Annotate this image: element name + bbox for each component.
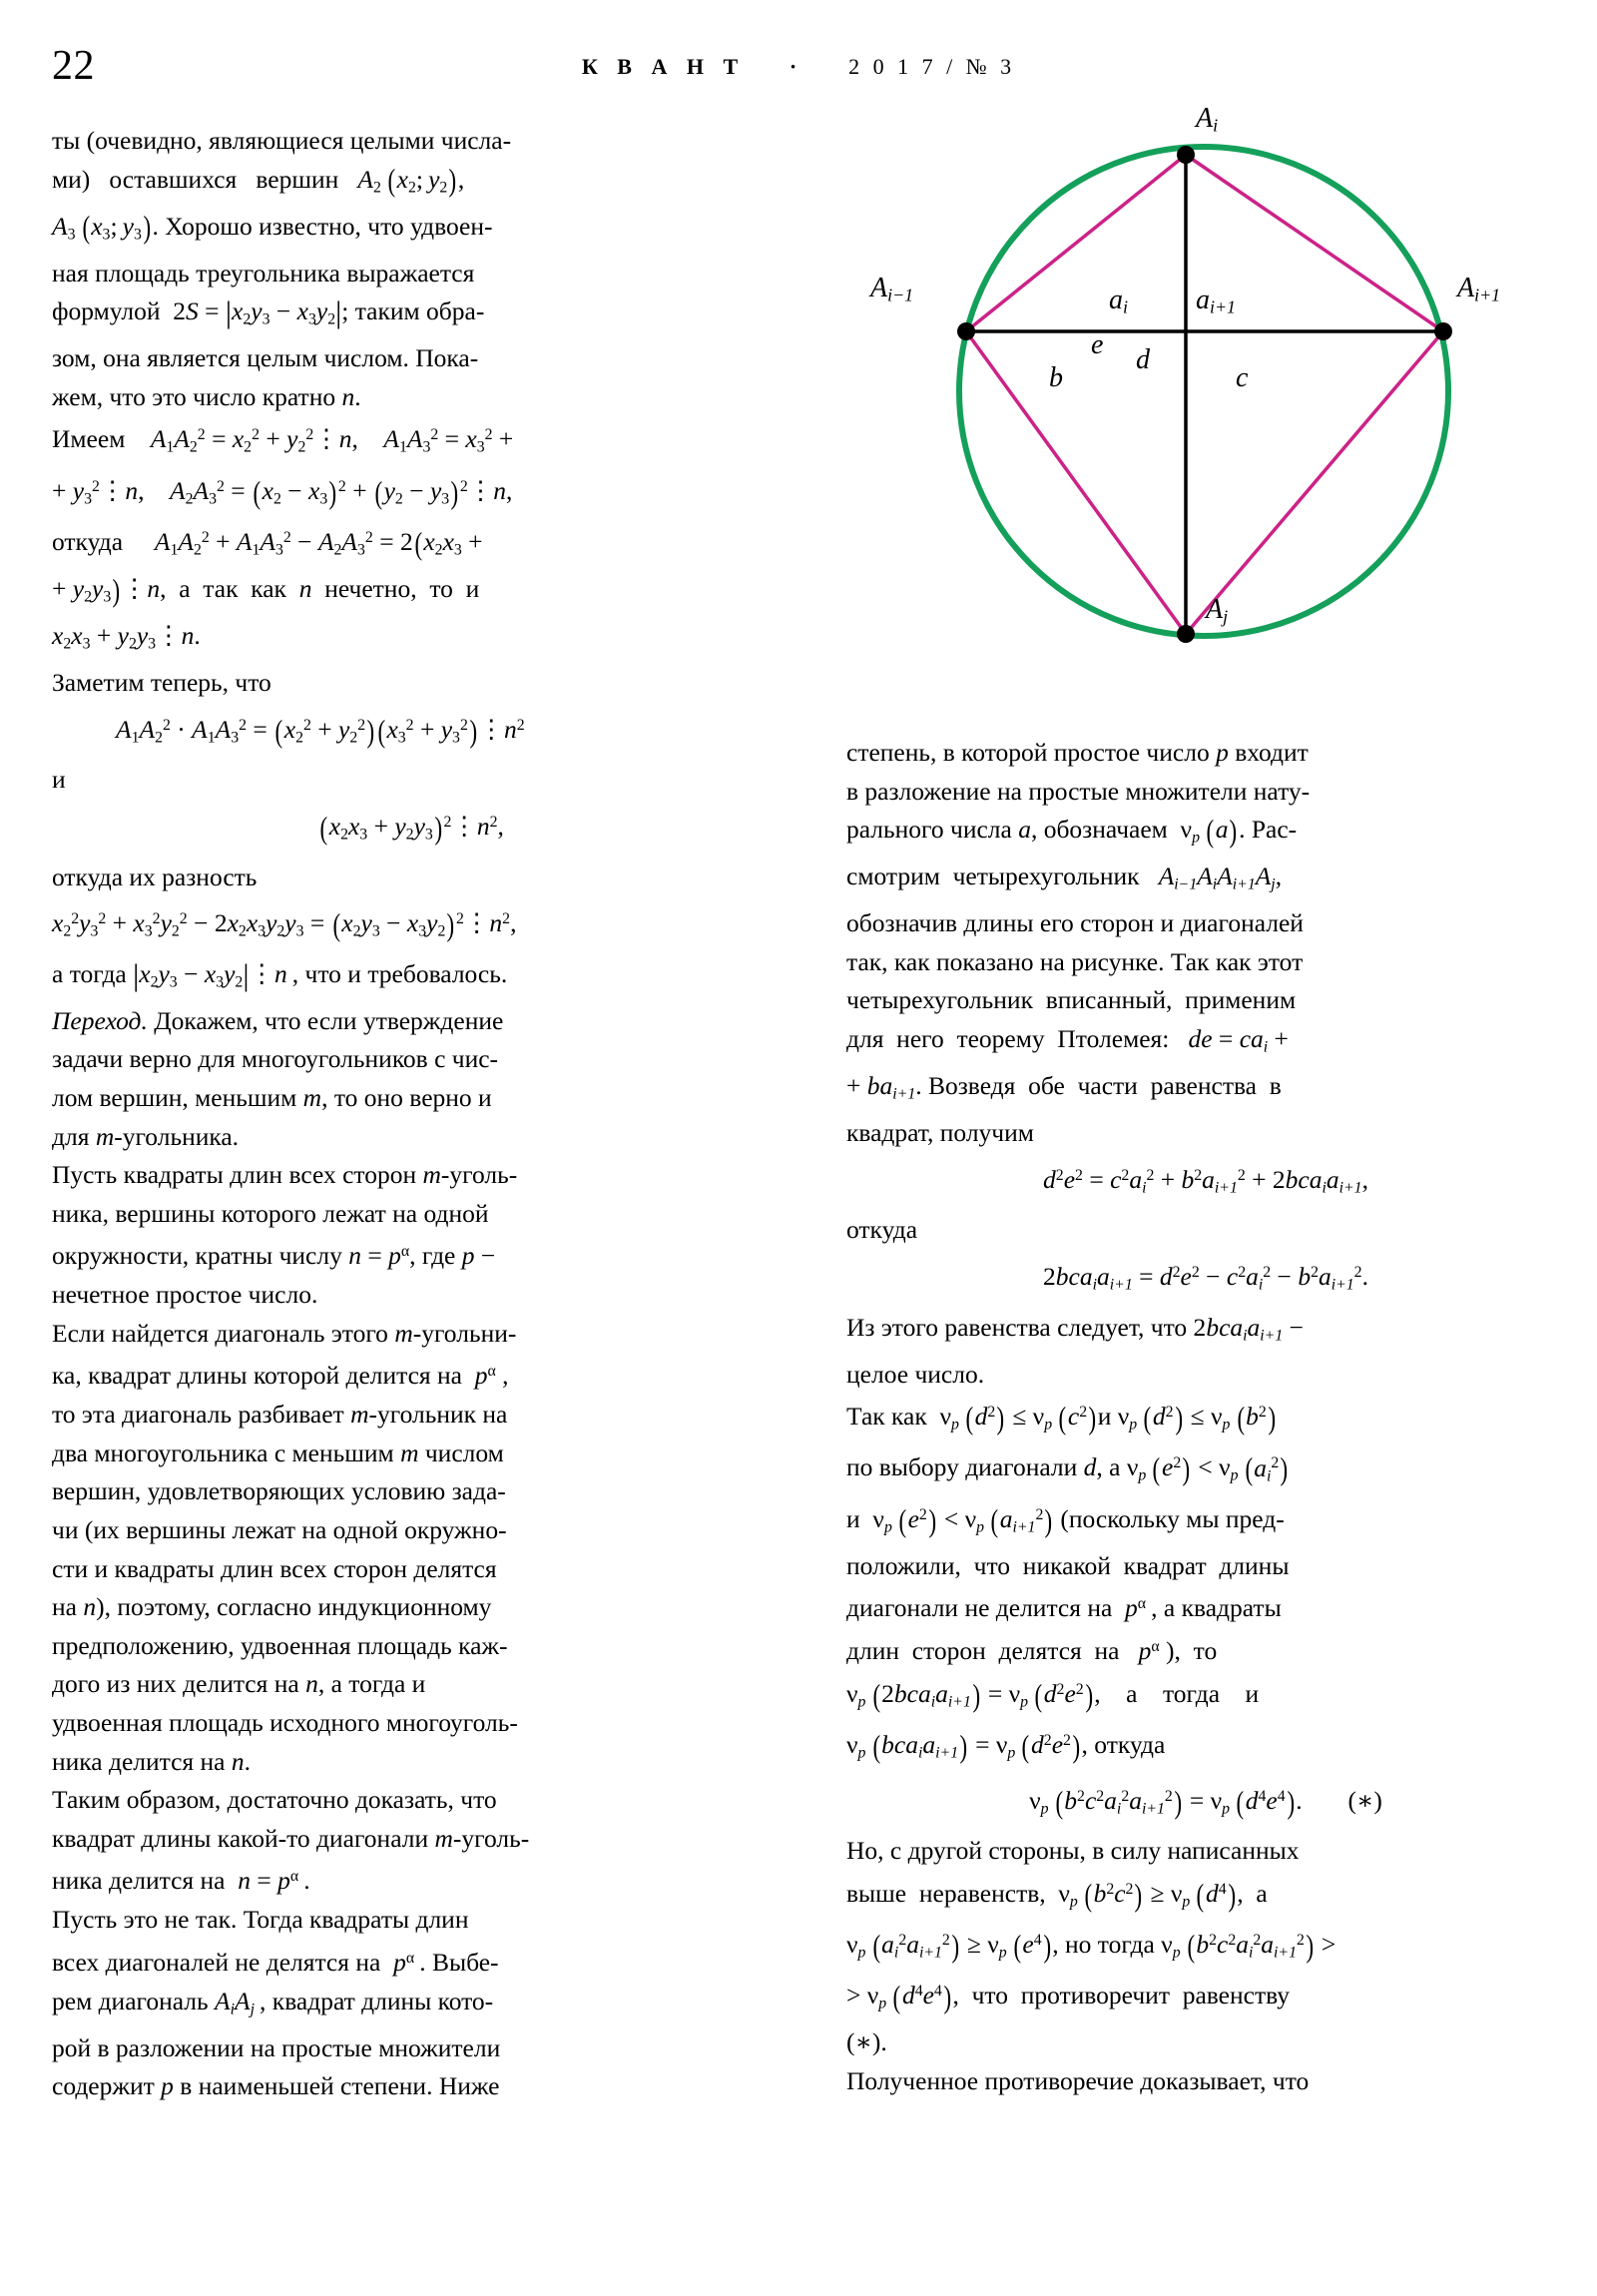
paragraph-l2: Имеем $A_1A_2^2 = x_2^2$ + $y_2^2⋮n$, $A_1A_3^2 = x_3^2$ + + $y_3^2⋮n$, $A_2A_3^2 = (x_2 - x_3)^2 + (y_2$ − $y_3)^2⋮n$, откуда $A_1A_2^2 + A_1A_3^2 - A_2A_3^2 = 2(x_2x_3$ + + $y_2y_3)⋮n$, а так как n нечетно, то и $x_2x_3$ + $y_2y_3⋮n$. [52, 424, 514, 653]
paragraph-l6: а тогда $|x_2y_3$ − $x_3y_2|⋮n$ , что и требовалось. [52, 957, 508, 992]
equation-r-2: $2bca_ia_{i+1} = d^2e^2 - c^2a_i^2 - b^2a_{i+1}^2$. [1043, 1262, 1368, 1294]
paragraph-l3: Заметим теперь, что [52, 668, 271, 698]
equation-tag-star: (∗) [1347, 1785, 1382, 1815]
paragraph-r2: откуда [846, 1215, 918, 1245]
label-segment-d: d [1136, 344, 1150, 375]
side-c [1186, 331, 1443, 634]
label-segment-a-i-plus-1: $a_{i+1}$ [1196, 285, 1237, 317]
journal-name: К В А Н Т [581, 54, 746, 79]
header-separator: · [789, 54, 804, 79]
paragraph-l10: Таким образом, достаточно доказать, что квадрат длины какой-то диагонали m-уголь- ника делится на $n = p^\alpha$ . [52, 1785, 530, 1896]
circumcircle [959, 147, 1448, 636]
paragraph-l1: ты (очевидно, являющиеся целыми числа- ми) оставшихся вершин $A_2$ ($x_2$; $y_2$), $A_3$ ($x_3$; $y_3$). Хорошо известно, что удвоен- ная площадь треугольника выражается формулой $2S = |x_2y_3 - x_3y_2|$; таким обра- зом, она является целым числом. Пока- жем, что это число кратно n. [52, 126, 512, 411]
paragraph-l5: откуда их разность [52, 861, 258, 891]
paragraph-r6: Полученное противоречие доказывает, что [846, 2066, 1310, 2096]
paragraph-r1: степень, в которой простое число p входит в разложение на простые множители нату- рального числа a, обозначаем $\nu_p$ (a). Рас- смотрим четырехугольник $A_{i-1}A_iA_{i+1}A_j$, обозначив длины его сторон и диагоналей так, как показано на рисунке. Так как этот четырехугольник вписанный, применим для него теорему Птолемея: de = $ca_i$ + + $ba_{i+1}$. Возведя обе части равенства в квадрат, получим [846, 738, 1311, 1148]
paragraph-l4: и [52, 765, 66, 795]
running-head [0, 38, 1597, 89]
inscribed-quadrilateral-figure [846, 95, 1561, 684]
paragraph-r5: Но, с другой стороны, в силу написанных выше неравенств, $\nu_p$ $(b^2c^2) \ge \nu_p$ $(d^4)$, а $\nu_p$ $(a_i^2a_{i+1}^2) \ge \nu_p$ $(e^4)$, но тогда $\nu_p$ $(b^2c^2a_i^2a_{i+1}^2)$ > > $\nu_p$ $(d^4e^4)$, что противоречит равенству (∗). [846, 1836, 1336, 2057]
vertex-a-i-minus-1 [957, 322, 975, 340]
vertex-a-i [1177, 146, 1195, 164]
journal-title-line [0, 54, 1597, 80]
label-segment-a-i: $a_i$ [1109, 285, 1128, 317]
left-text-column [52, 122, 771, 2106]
vertex-a-j [1177, 625, 1195, 643]
label-a-i-plus-1: $A_{i+1}$ [1457, 273, 1501, 305]
label-segment-b: b [1049, 362, 1063, 393]
equation-l-1: $A_1A_2^2 \cdot A_1A_3^2 = (x_2^2 + y_2^2)(x_3^2$ + $y_3^2)⋮n^2$ [116, 713, 525, 749]
equation-r-3: $\nu_p$ $(b^2c^2a_i^2a_{i+1}^2) = \nu_p$ $(d^4e^4)$. (∗) [1029, 1784, 1382, 1820]
label-a-i-minus-1: $A_{i-1}$ [870, 273, 914, 305]
equation-r-1: $d^2e^2 = c^2a_i^2 + b^2a_{i+1}^2 + 2bca_ia_{i+1}$, [1043, 1164, 1368, 1197]
equation-l-3: $x_2^2y_3^2 + x_3^2y_2^2 - 2x_2x_3y_2y_3 = (x_2y_3$ − $x_3y_2)^2⋮n^2$, [52, 907, 517, 943]
label-segment-e: e [1091, 329, 1104, 360]
equation-l-2: ($x_2x_3$ + $y_2y_3)^2⋮n^2$, [319, 811, 504, 847]
label-segment-c: c [1236, 362, 1249, 393]
vertex-a-i-plus-1 [1434, 322, 1452, 340]
issue-number: 2 0 1 7 / № 3 [848, 54, 1016, 79]
side-b [966, 331, 1186, 634]
paragraph-r3: Из этого равенства следует, что $2bca_ia_{i+1}$ − целое число. [846, 1312, 1304, 1389]
page-number: 22 [52, 43, 95, 89]
right-text-column [846, 734, 1565, 2101]
label-a-j: $A_j$ [1206, 594, 1229, 627]
paragraph-l7: Переход. Докажем, что если утверждение задачи верно для многоугольников с чис- лом вершин, меньшим m, то оно верно и для m-угольника. [52, 1005, 504, 1151]
paragraph-r4: Так как $\nu_p$ $(d^2) \le \nu_p$ $(c^2)и$ $\nu_p$ $(d^2) \le \nu_p$ $(b^2)$ по выбору диагонали d, а $\nu_p$ $(e^2) < \nu_p$ $(a_i^2)$ и $\nu_p$ $(e^2) < \nu_p$ $(a_{i+1}^2)$ (поскольку мы пред- положили, что никакой квадрат длины диагонали не делится на $p^\alpha$ , а квадраты длин сторон делятся на $p^\alpha$ ), то $\nu_p$ $(2bca_ia_{i+1}) = \nu_p$ $(d^2e^2)$, а тогда и $\nu_p$ $(bca_ia_{i+1}) = \nu_p$ $(d^2e^2)$, откуда [846, 1401, 1290, 1765]
paragraph-l9: Если найдется диагональ этого m-угольни- ка, квадрат длины которой делится на $p^\alpha$ , то эта диагональ разбивает m-угольник на два многоугольника с меньшим m числом вершин, удовлетворяющих условию зада- чи (их вершины лежат на одной окружно- сти и квадраты длин всех сторон делятся на n), поэтому, согласно индукционному предположению, удвоенная площадь каж- дого из них делится на n, а тогда и удвоенная площадь исходного многоуголь- ника делится на n. [52, 1318, 518, 1776]
paragraph-l11: Пусть это не так. Тогда квадраты длин всех диагоналей не делятся на $p^\alpha$ . Выбе- рем диагональ $A_iA_j$ , квадрат длины кото- рой в разложении на простые множители содержит p в наименьшей степени. Ниже [52, 1905, 501, 2101]
figure-svg [846, 95, 1561, 684]
paragraph-l8: Пусть квадраты длин всех сторон m-уголь- ника, вершины которого лежат на одной окружности, кратны числу $n = p^\alpha$, где p − нечетное простое число. [52, 1160, 518, 1310]
label-a-i: $A_i$ [1196, 103, 1219, 136]
